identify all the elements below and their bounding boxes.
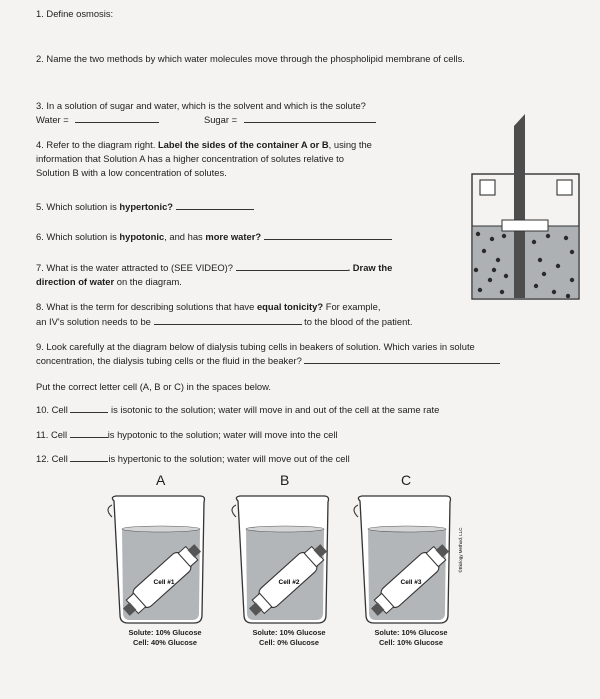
question-9-line-1: 9. Look carefully at the diagram below of dialysis tubing cells in beakers of solution. Which varies in solute — [36, 341, 475, 352]
question-3: 3. In a solution of sugar and water, which is the solvent and which is the solute? — [36, 100, 366, 111]
q7-bold: . Draw the — [347, 262, 393, 273]
q12-answer-line[interactable] — [70, 452, 108, 462]
solute-dot — [532, 240, 536, 244]
q5-bold: hypertonic? — [119, 201, 174, 212]
question-8-line-2 — [36, 315, 413, 328]
solute-dot — [534, 284, 538, 288]
question-3-answers — [36, 113, 376, 126]
solute-dot — [564, 236, 568, 240]
question-1: 1. Define osmosis: — [36, 8, 114, 19]
solute-dot — [490, 237, 494, 241]
question-2: 2. Name the two methods by which water molecules move through the phospholipid membrane of cells. — [36, 53, 465, 64]
question-4-line-3: Solution B with a low concentration of solutes. — [36, 167, 227, 178]
u-tube-container-diagram — [468, 110, 586, 306]
solute-dot — [500, 290, 504, 294]
q5-text: 5. Which solution is — [36, 201, 120, 212]
q8-text: 8. What is the term for describing solutions that have — [36, 301, 257, 312]
question-9-line-2 — [36, 354, 500, 367]
semipermeable-membrane — [514, 114, 525, 298]
beaker-a-cell-concentration: Cell: 40% Glucose — [132, 638, 198, 647]
water-label: Water = — [36, 114, 69, 125]
label-box-right[interactable] — [557, 180, 572, 195]
beaker-c — [354, 496, 454, 623]
solute-dot — [556, 264, 560, 268]
question-10 — [36, 403, 439, 416]
beaker-letter-c: C — [401, 472, 412, 488]
q6-text-2: , and has — [164, 231, 206, 242]
beaker-letter-b: B — [280, 472, 290, 488]
cell-1-label: Cell #1 — [153, 579, 175, 586]
solute-dot — [542, 272, 546, 276]
solute-dot — [496, 258, 500, 262]
solute-dot — [474, 268, 478, 272]
container-solution — [473, 226, 578, 298]
beaker-b-solute: Solute: 10% Glucose — [252, 628, 326, 637]
beaker-a — [108, 496, 206, 623]
cell-3-label: Cell #3 — [400, 579, 422, 586]
water-answer-line[interactable] — [75, 113, 159, 123]
sugar-answer-line[interactable] — [244, 113, 376, 123]
solute-dot — [492, 268, 496, 272]
q6-text: 6. Which solution is — [36, 231, 120, 242]
solute-dot — [570, 278, 574, 282]
question-4-line-2: information that Solution A has a higher concentration of solutes relative to — [36, 153, 345, 164]
question-8-line-1 — [36, 300, 380, 313]
beaker-c-caption — [366, 628, 456, 648]
q8-text-3: an IV's solution needs to be — [36, 316, 151, 327]
solute-dot — [476, 232, 480, 236]
beaker-letter-a: A — [156, 472, 166, 488]
q7-bold-2: direction of water — [36, 276, 115, 287]
copyright-credit: ©Biology Method, LLC — [458, 527, 463, 573]
q6-bold-1: hypotonic — [119, 231, 165, 242]
solute-dot — [488, 278, 492, 282]
q12-text: is hypertonic to the solution; water will move out of the cell — [108, 453, 350, 464]
q6-answer-line[interactable] — [264, 230, 392, 240]
q11-text: is hypotonic to the solution; water will move into the cell — [107, 429, 338, 440]
solute-dot — [566, 294, 570, 298]
q8-text-2: For example, — [323, 301, 381, 312]
q5-answer-line[interactable] — [176, 200, 254, 210]
solute-dot — [552, 290, 556, 294]
question-12 — [36, 452, 350, 465]
q6-bold-2: more water? — [205, 231, 262, 242]
q7-answer-line[interactable] — [236, 261, 348, 271]
label-box-left[interactable] — [480, 180, 495, 195]
q10-text: is isotonic to the solution; water will move in and out of the cell at the same rate — [111, 404, 440, 415]
beaker-c-cell-concentration: Cell: 10% Glucose — [378, 638, 444, 647]
beaker-c-solute: Solute: 10% Glucose — [374, 628, 448, 637]
membrane-label-box[interactable] — [502, 220, 548, 231]
q11-answer-line[interactable] — [70, 428, 108, 438]
dialysis-beakers-diagram — [0, 490, 600, 630]
q7-text-2: on the diagram. — [114, 276, 182, 287]
q7-text: 7. What is the water attracted to (SEE VIDEO)? — [36, 262, 233, 273]
q4-rest: , using the — [328, 139, 372, 150]
solute-dot — [504, 274, 508, 278]
question-4-line-1 — [36, 138, 372, 151]
question-7-line-2 — [36, 275, 182, 288]
solute-dot — [538, 258, 542, 262]
q9-answer-line[interactable] — [304, 354, 500, 364]
q4-intro: 4. Refer to the diagram right. — [36, 139, 156, 150]
beaker-b — [232, 496, 332, 623]
solute-dot — [502, 234, 506, 238]
question-5 — [36, 200, 254, 213]
q4-bold: Label the sides of the container A or B — [157, 139, 329, 150]
cell-2-label: Cell #2 — [278, 579, 300, 586]
q8-answer-line[interactable] — [154, 315, 302, 325]
sugar-label: Sugar = — [203, 114, 238, 125]
question-6 — [36, 230, 392, 243]
question-11 — [36, 428, 338, 441]
beaker-a-solute: Solute: 10% Glucose — [128, 628, 202, 637]
solute-dot — [546, 234, 550, 238]
q10-answer-line[interactable] — [70, 403, 108, 413]
solute-dot — [478, 288, 482, 292]
q11-label: 11. Cell — [36, 429, 68, 440]
beaker-a-caption — [120, 628, 210, 648]
q8-text-4: to the blood of the patient. — [304, 316, 413, 327]
q10-label: 10. Cell — [36, 404, 68, 415]
solute-dot — [570, 250, 574, 254]
beaker-b-caption — [244, 628, 334, 648]
q12-label: 12. Cell — [36, 453, 68, 464]
beaker-b-cell-concentration: Cell: 0% Glucose — [259, 638, 319, 647]
question-7-line-1 — [36, 261, 392, 274]
solute-dot — [482, 249, 486, 253]
instructions: Put the correct letter cell (A, B or C) in the spaces below. — [36, 381, 271, 392]
q8-bold: equal tonicity? — [256, 301, 324, 312]
q9-text: concentration, the dialysis tubing cells or the fluid in the beaker? — [36, 355, 302, 366]
